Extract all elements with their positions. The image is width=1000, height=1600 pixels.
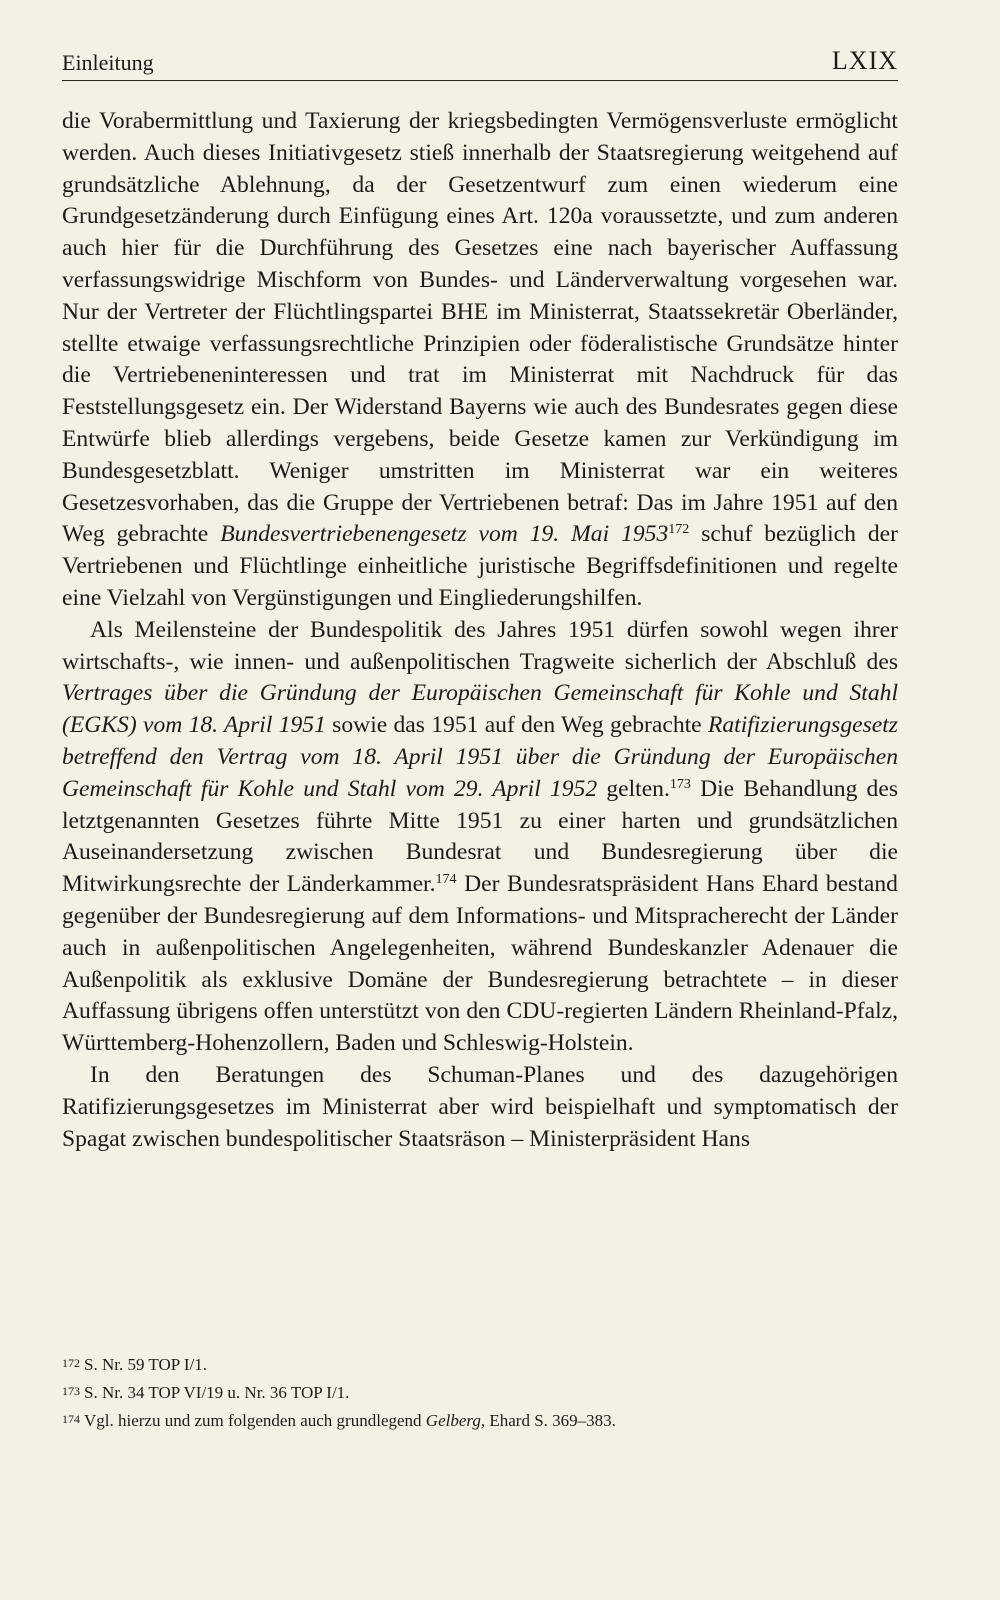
body-text: [62, 106, 898, 1155]
text-run: Die Behandlung des letztgenannten Gesetzes führte Mitte 1951 zu einer harten und grundsätzlichen Auseinandersetzung zwischen Bundesrat und Bundesregierung über die Mitwirkungsrechte der Länderkammer.: [62, 775, 899, 898]
footnote: [62, 1350, 898, 1378]
footnote-ref: 173: [669, 776, 691, 792]
italic-title: Ratifizierungsgesetz betreffend den Vertrag vom 18. April 1951 über die Gründung der Europäischen Gemeinschaft für Kohle und Stahl vom 29. April 1952: [62, 712, 898, 802]
footnote-text: S. Nr. 34 TOP VI/19 u. Nr. 36 TOP I/1.: [84, 1383, 350, 1402]
footnote-text: , Ehard S. 369–383.: [480, 1411, 616, 1430]
italic-title: Bundesvertriebenengesetz vom 19. Mai 1953: [220, 521, 669, 548]
footnote-ref: 172: [668, 522, 690, 538]
text-run: In den Beratungen des Schuman-Planes und des dazugehörigen Ratifizierungsgesetzes im Ministerrat aber wird beispielhaft und symptomatisch der Spagat zwischen bundespolitischer Staatsräson – Ministerpräsident Hans: [62, 1061, 898, 1152]
footnotes: [62, 1350, 898, 1434]
document-page: [62, 0, 898, 1600]
footnote-number: 173: [62, 1384, 80, 1398]
running-header: [62, 44, 898, 81]
text-run: schuf bezüglich der Vertriebenen und Flüchtlinge einheitliche juristische Begriffsdefinitionen und regelte eine Vielzahl von Vergünstigungen und Eingliederungshilfen.: [62, 521, 898, 611]
footnote-number: 172: [62, 1356, 80, 1370]
text-run: Der Bundesratspräsident Hans Ehard bestand gegenüber der Bundesregierung auf dem Informations- und Mitspracherecht der Länder auch in außenpolitischen Angelegenheiten, während Bundeskanzler Adenauer die Außenpolitik als exklusive Domäne der Bundesregierung betrachtete – in dieser Auffassung übrigens offen unterstützt von den CDU-regierten Ländern Rheinland-Pfalz, Württemberg-Hohenzollern, Baden und Schleswig-Holstein.: [62, 871, 898, 1057]
page-number: LXIX: [831, 46, 898, 75]
text-run: die Vorabermittlung und Taxierung der kriegsbedingten Vermögensverluste ermöglicht werden. Auch dieses Initiativgesetz stieß innerhalb der Staatsregierung weitgehend auf grundsätzliche Ablehnung, da der Gesetzentwurf zum einen wiederum eine Grundgesetzänderung durch Einfügung eines Art. 120a voraussetzte, und zum anderen auch hier für die Durchführung des Gesetzes eine nach bayerischer Auffassung verfassungswidrige Mischform von Bundes- und Länderverwaltung vorgesehen war. Nur der Vertreter der Flüchtlingspartei BHE im Ministerrat, Staatssekretär Oberländer, stellte etwaige verfassungsrechtliche Prinzipien oder föderalistische Grundsätze hinter die Vertriebeneninteressen und trat im Ministerrat mit Nachdruck für das Feststellungsgesetz ein. Der Widerstand Bayerns wie auch des Bundesrates gegen diese Entwürfe blieb allerdings vergebens, beide Gesetze kamen zur Verkündigung im Bundesgesetzblatt. Weniger umstritten im Ministerrat war ein weiteres Gesetzesvorhaben, das die Gruppe der Vertriebenen betraf: Das im Jahre 1951 auf den Weg gebrachte: [62, 108, 898, 548]
footnote-text: S. Nr. 59 TOP I/1.: [84, 1355, 207, 1374]
footnote-ref: 174: [435, 872, 457, 888]
text-run: sowie das 1951 auf den Weg gebrachte: [325, 712, 708, 739]
footnote-number: 174: [62, 1412, 80, 1426]
footnote-text: Vgl. hierzu und zum folgenden auch grundlegend: [84, 1411, 426, 1430]
section-title: Einleitung: [62, 50, 154, 75]
footnote-italic: Gelberg: [425, 1411, 481, 1430]
paragraph: [62, 106, 898, 615]
paragraph: [62, 615, 898, 1060]
text-run: Als Meilensteine der Bundespolitik des Jahres 1951 dürfen sowohl wegen ihrer wirtschafts-, wie innen- und außenpolitischen Tragweite sicherlich der Abschluß des: [62, 616, 898, 675]
footnote: [62, 1378, 898, 1406]
text-run: gelten.: [597, 775, 670, 802]
italic-title: Vertrages über die Gründung der Europäischen Gemeinschaft für Kohle und Stahl (EGKS) vom 18. April 1951: [62, 680, 898, 739]
footnote: [62, 1406, 898, 1434]
paragraph: [62, 1060, 898, 1155]
